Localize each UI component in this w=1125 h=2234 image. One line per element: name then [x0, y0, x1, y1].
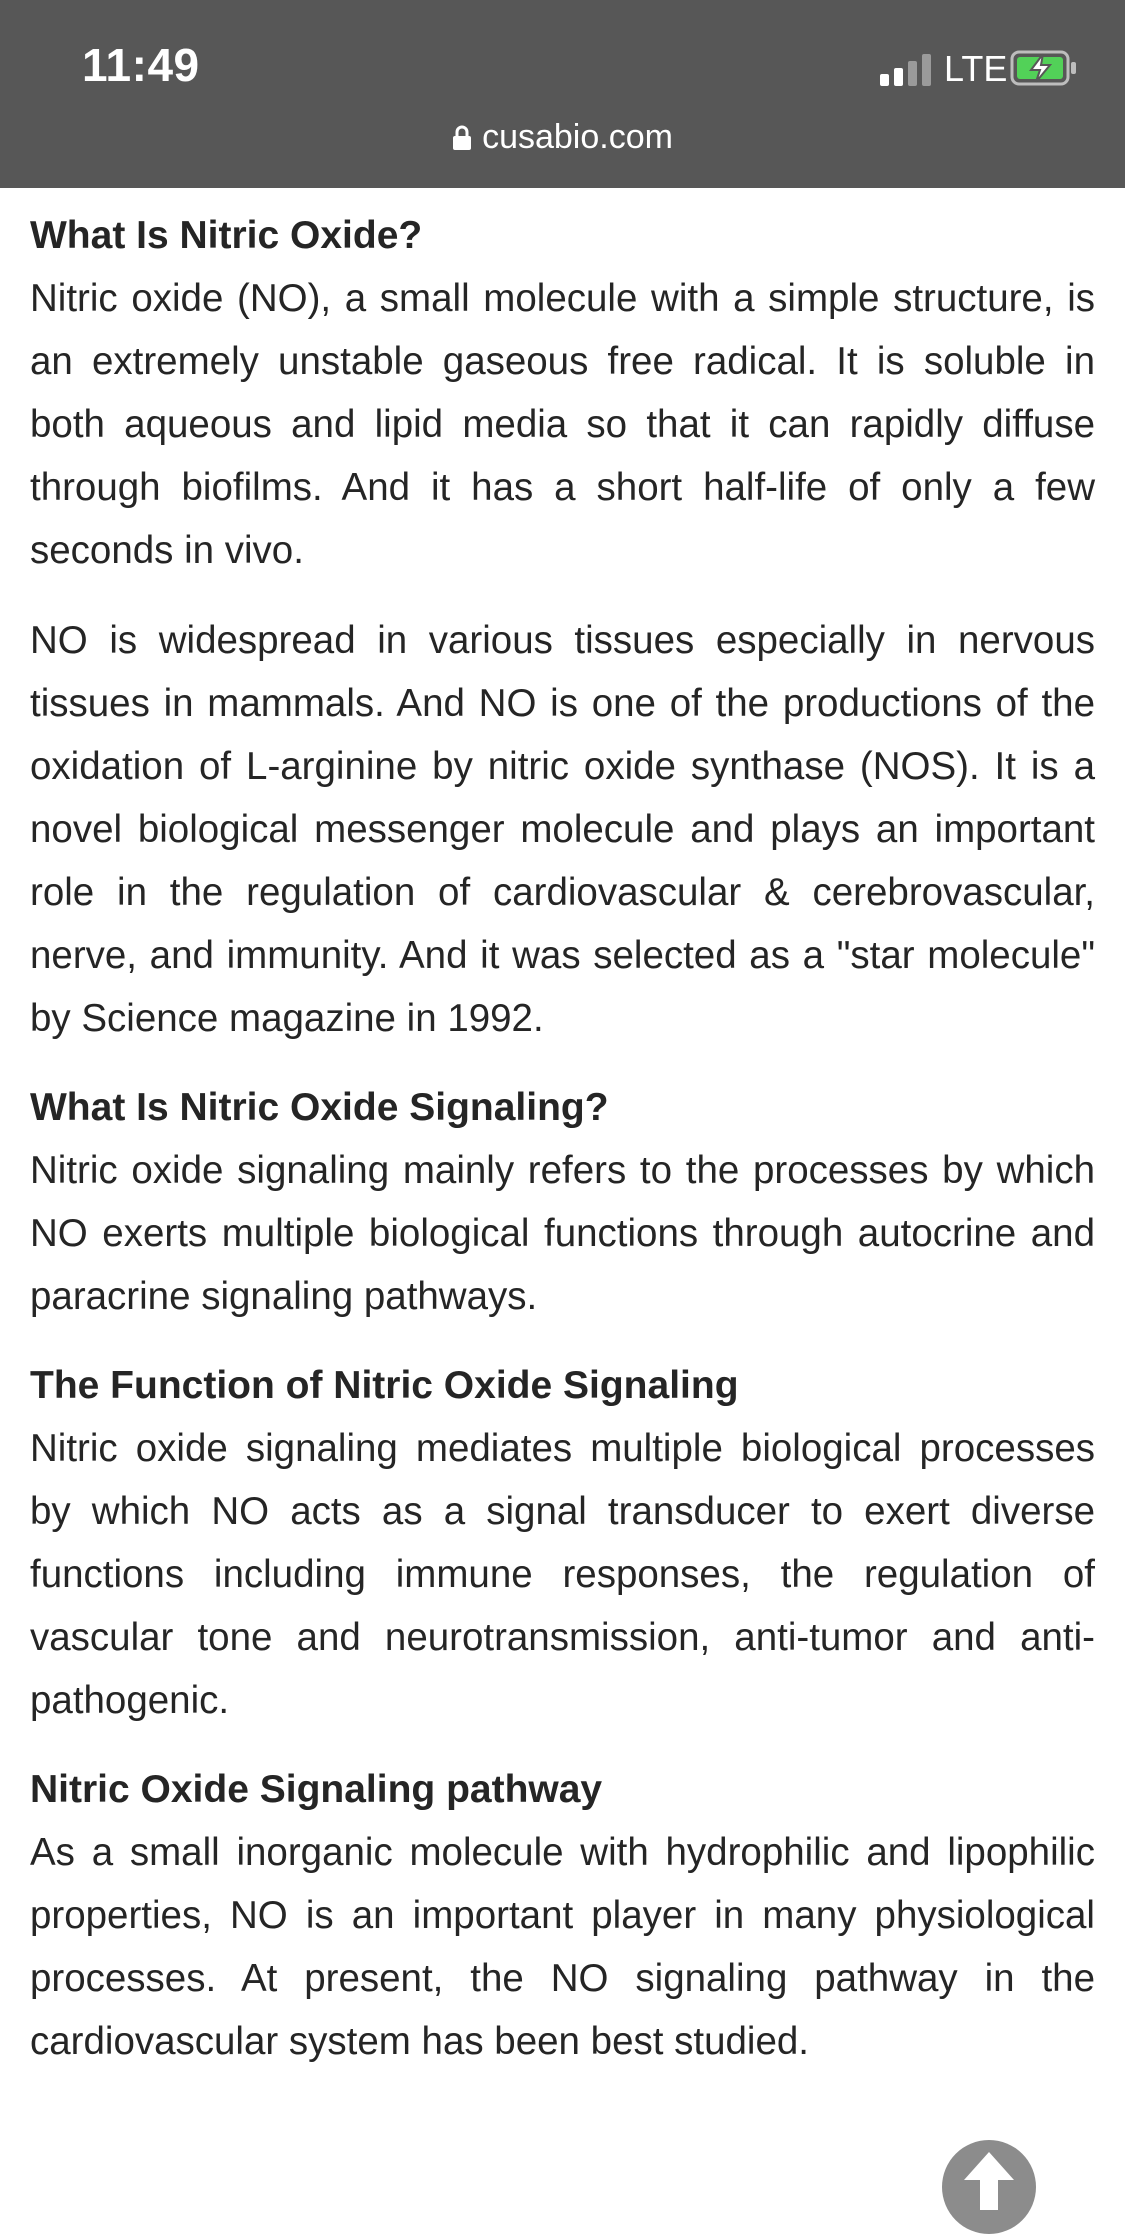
status-bar [0, 0, 1125, 188]
article-content [30, 205, 1095, 2100]
address-bar[interactable] [0, 118, 1125, 157]
section-paragraph: NO is widespread in various tissues especially in nervous tissues in mammals. And NO is one of the productions of the oxidation of L-arginine by nitric oxide synthase (NOS). It is a novel biological messenger molecule and plays an important role in the regulation of cardiovascular & cerebrovascular, nerve, and immunity. And it was selected as a "star molecule" by Science magazine in 1992. [30, 619, 1095, 1040]
section-heading: The Function of Nitric Oxide Signaling [30, 1364, 739, 1407]
section-paragraph: Nitric oxide signaling mediates multiple biological processes by which NO acts as a signal transducer to exert diverse functions including immune responses, the regulation of vascular tone and neurotransmission, anti-tumor and anti-pathogenic. [30, 1427, 1095, 1722]
status-time: 11:49 [82, 39, 200, 91]
battery-charging-icon [1010, 50, 1078, 86]
section-heading: What Is Nitric Oxide? [30, 214, 423, 257]
section-paragraph: Nitric oxide (NO), a small molecule with a simple structure, is an extremely unstable gaseous free radical. It is soluble in both aqueous and lipid media so that it can rapidly diffuse through biofilms. And it has a short half-life of only a few seconds in vivo. [30, 277, 1095, 572]
signal-strength-icon [880, 52, 934, 86]
section-paragraph: Nitric oxide signaling mainly refers to the processes by which NO exerts multiple biological functions through autocrine and paracrine signaling pathways. [30, 1149, 1095, 1318]
section-heading: What Is Nitric Oxide Signaling? [30, 1086, 609, 1129]
network-type: LTE [944, 48, 1008, 89]
url-text: cusabio.com [482, 118, 673, 156]
scroll-to-top-icon [942, 2140, 1036, 2210]
section-paragraph: As a small inorganic molecule with hydrophilic and lipophilic properties, NO is an important player in many physiological processes. At present, the NO signaling pathway in the cardiovascular system has been best studied. [30, 1831, 1095, 2063]
scroll-to-top-button[interactable] [942, 2140, 1036, 2234]
section-heading: Nitric Oxide Signaling pathway [30, 1768, 603, 1811]
lock-icon [452, 125, 472, 151]
